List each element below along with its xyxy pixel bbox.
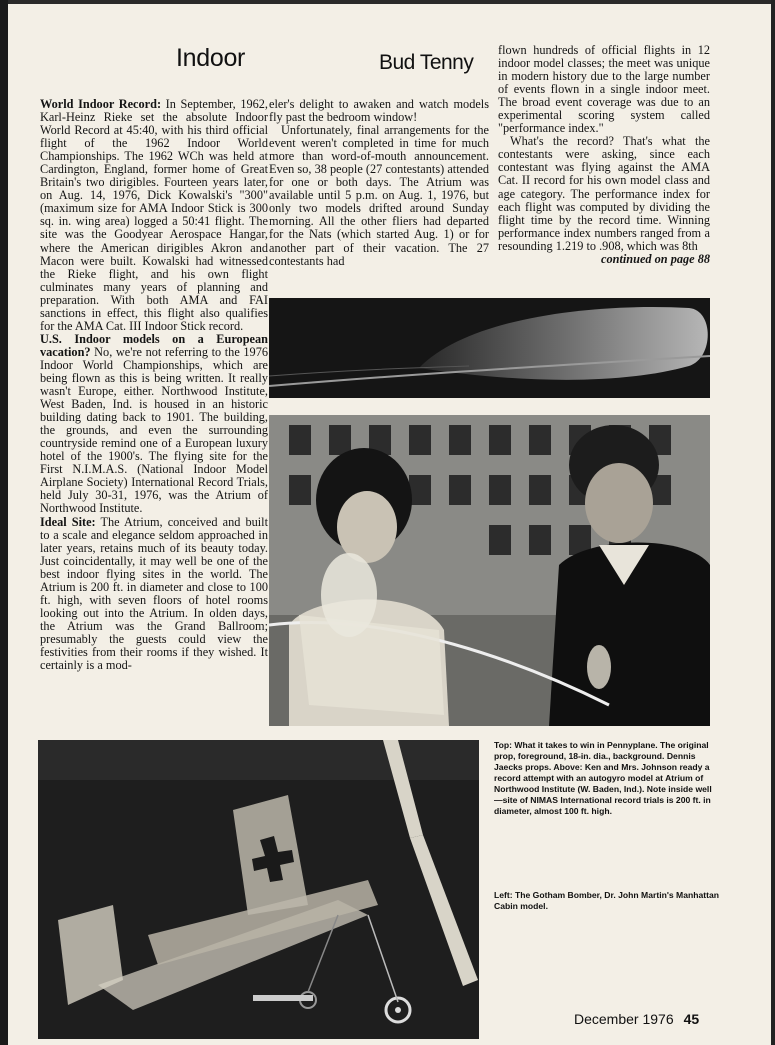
photo-caption-left: Left: The Gotham Bomber, Dr. John Martin's Manhattan Cabin model.	[494, 890, 720, 911]
paragraph-text: Unfortunately, final arrangements for the event weren't completed in time for much more than word-of-mouth announcement. Even so, 38 people (27 contestants) attended for one or both days. The Atrium was available until 5 p.m. on Aug. 1, 1976, but only two models drifted around Sunday morning. All the other fliers had departed for the Nats (which started Aug. 1) or for another part of their vacation. The 27 contestants had	[269, 123, 489, 268]
continued-link[interactable]: continued on page 88	[601, 251, 710, 266]
paragraph-text: flown hundreds of official flights in 12 indoor model classes; the meet was unique in modern history due to the large number of events flown in a single indoor meet. The broad event coverage was due to an experimental scoring system called "performance index."	[498, 44, 710, 136]
page-footer	[574, 1011, 699, 1027]
photo-caption-top: Top: What it takes to win in Pennyplane. The original prop, foreground, 18-in. dia., background. Dennis Jaecks props. Above: Ken and Mrs. Johnson ready a record attempt with an autogyro model at Atrium of Northwood Institute (W. Baden, Ind.). Note inside well—site of NIMAS International record trials is 200 ft. in diameter, almost 100 ft. high.	[494, 740, 712, 816]
propeller-illustration	[269, 298, 710, 398]
paragraph-world-record	[40, 98, 268, 333]
atrium-photo	[269, 415, 710, 726]
article-column-3	[498, 44, 710, 298]
issue-date: December 1976	[574, 1011, 674, 1027]
page-edge-right	[771, 0, 775, 1045]
propeller-photo	[269, 298, 710, 398]
runin-heading: U.S. Indoor models on a European vacation?	[40, 331, 268, 359]
paragraph-european-vacation	[40, 333, 268, 516]
bomber-illustration	[38, 740, 479, 1039]
paragraph-text: No, we're not referring to the 1976 Indoor World Championships, which are being flown as this is being written. It really wasn't Europe, either. Northwood Institute, West Baden, Ind. is housed in an historic building dating back to 1901. The building, the grounds, and even the surrounding countryside remind one of a European luxury hotel of the 1900's. The flying site for the First N.I.M.A.S. (National Indoor Model Airplane Society) International Record Trials, held July 30-31, 1976, was the Atrium of Northwood Institute.	[40, 344, 268, 516]
article-column-1	[40, 98, 268, 714]
paragraph-text: The Atrium, conceived and built to a scale and elegance seldom approached in later years, retains much of its beauty today. Just coincidentally, it may well be one of the best indoor flying sites in the world. The Atrium is 200 ft. in diameter and close to 100 ft. high, with seven floors of hotel rooms looking out into the Atrium. In olden days, the Atrium was the Grand Ballroom; presumably the guests could view the festivities from their rooms if they wished. It certainly is a mod-	[40, 514, 268, 673]
atrium-illustration	[269, 415, 710, 726]
paragraph-ideal-site	[40, 516, 268, 673]
runin-heading: Ideal Site:	[40, 514, 96, 529]
page-edge-top	[0, 0, 775, 4]
author-byline: Bud Tenny	[379, 51, 474, 74]
paragraph-text: eler's delight to awaken and watch models fly past the bedroom window!	[269, 98, 489, 125]
page-edge-left	[0, 0, 8, 1045]
paragraph-text: In September, 1962, Karl-Heinz Rieke set the absolute Indoor World Record at 45:40, with his third official flight of the 1962 Indoor World Championships. The 1962 WCh was held at Cardington, England, former home of Great Britain's two dirigibles. Fourteen years later, on Aug. 14, 1976, Dick Kowalski's "300" (maximum size for AMA Indoor Stick is 300 sq. in. wing area) logged a 50:41 flight. The site was the Goodyear Aerospace Hangar, where the American dirigibles Akron and Macon were built. Kowalski had witnessed the Rieke flight, and his own flight culminates many years of planning and preparation. With both AMA and FAI sanctions in effect, this flight also qualifies for the AMA Cat. III Indoor Stick record.	[40, 98, 268, 333]
page-number: 45	[683, 1011, 700, 1027]
section-title: Indoor	[176, 44, 246, 72]
article-column-2	[269, 98, 489, 288]
runin-heading: World Indoor Record:	[40, 98, 162, 111]
gotham-bomber-photo	[38, 740, 479, 1039]
paragraph-text: What's the record? That's what the contestants were asking, since each contestant was flying against the AMA Cat. II record for his own model class and age category. The performance index for each flight was computed by dividing the flight time by the record time. Winning performance index numbers ranged from a resounding 1.219 to .908, which was 8th	[498, 134, 710, 253]
